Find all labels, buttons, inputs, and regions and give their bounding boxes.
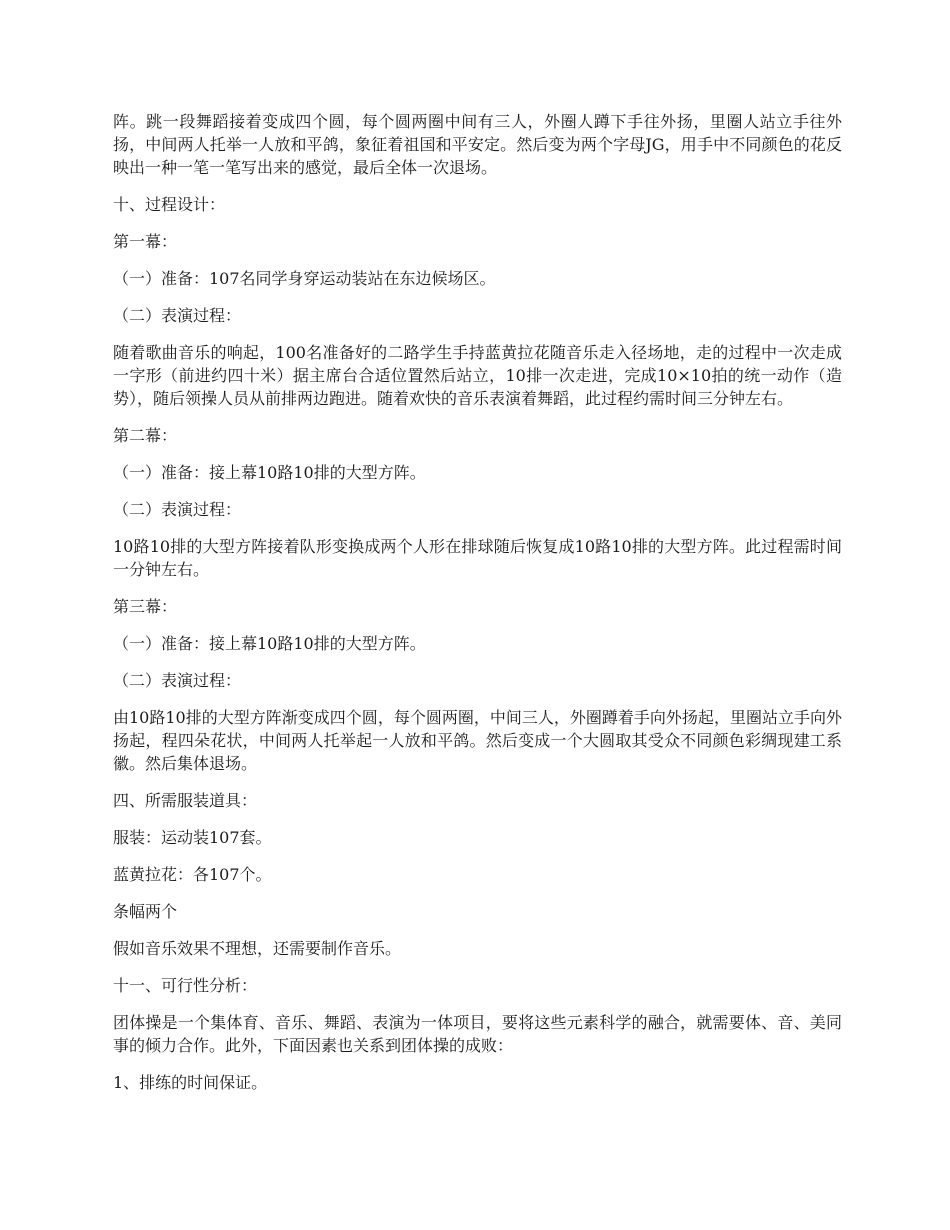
- paragraph: 团体操是一个集体育、音乐、舞蹈、表演为一体项目，要将这些元素科学的融合，就需要体、音、美同事的倾力合作。此外，下面因素也关系到团体操的成败：: [113, 1013, 842, 1055]
- paragraph: 10路10排的大型方阵接着队形变换成两个人形在排球随后恢复成10路10排的大型方阵。此过程需时间一分钟左右。: [113, 537, 842, 579]
- paragraph: 由10路10排的大型方阵渐变成四个圆，每个圆两圈，中间三人，外圈蹲着手向外扬起，里圈站立手向外扬起，程四朵花状，中间两人托举起一人放和平鸽。然后变成一个大圆取其受众不同颜色彩绸现建工系徽。然后集体退场。: [113, 708, 842, 773]
- paragraph: 条幅两个: [113, 902, 178, 921]
- section-heading: 十、过程设计：: [113, 195, 226, 214]
- paragraph: 蓝黄拉花：各107个。: [113, 865, 272, 884]
- paragraph: （二）表演过程：: [113, 671, 242, 690]
- paragraph: 1、排练的时间保证。: [113, 1073, 268, 1092]
- paragraph: 服装：运动装107套。: [113, 828, 272, 847]
- section-heading: 四、所需服装道具：: [113, 791, 258, 810]
- paragraph: （一）准备：107名同学身穿运动装站在东边候场区。: [113, 269, 496, 288]
- paragraph: （二）表演过程：: [113, 500, 242, 519]
- act-heading: 第三幕：: [113, 597, 178, 616]
- paragraph: （二）表演过程：: [113, 306, 242, 325]
- paragraph: （一）准备：接上幕10路10排的大型方阵。: [113, 634, 426, 653]
- paragraph: 随着歌曲音乐的响起，100名准备好的二路学生手持蓝黄拉花随音乐走入径场地，走的过程中一次走成一字形（前进约四十米）据主席台合适位置然后站立，10排一次走进，完成10×10拍的统一动作（造势），随后领操人员从前排两边跑进。随着欢快的音乐表演着舞蹈，此过程约需时间三分钟左右。: [113, 343, 842, 408]
- act-heading: 第二幕：: [113, 426, 178, 445]
- paragraph: 阵。跳一段舞蹈接着变成四个圆，每个圆两圈中间有三人，外圈人蹲下手往外扬，里圈人站立手往外扬，中间两人托举一人放和平鸽，象征着祖国和平安定。然后变为两个字母JG，用手中不同颜色的花反映出一种一笔一笔写出来的感觉，最后全体一次退场。: [113, 112, 842, 177]
- paragraph: 假如音乐效果不理想，还需要制作音乐。: [113, 939, 402, 958]
- paragraph: （一）准备：接上幕10路10排的大型方阵。: [113, 463, 426, 482]
- act-heading: 第一幕：: [113, 232, 178, 251]
- section-heading: 十一、可行性分析：: [113, 976, 258, 995]
